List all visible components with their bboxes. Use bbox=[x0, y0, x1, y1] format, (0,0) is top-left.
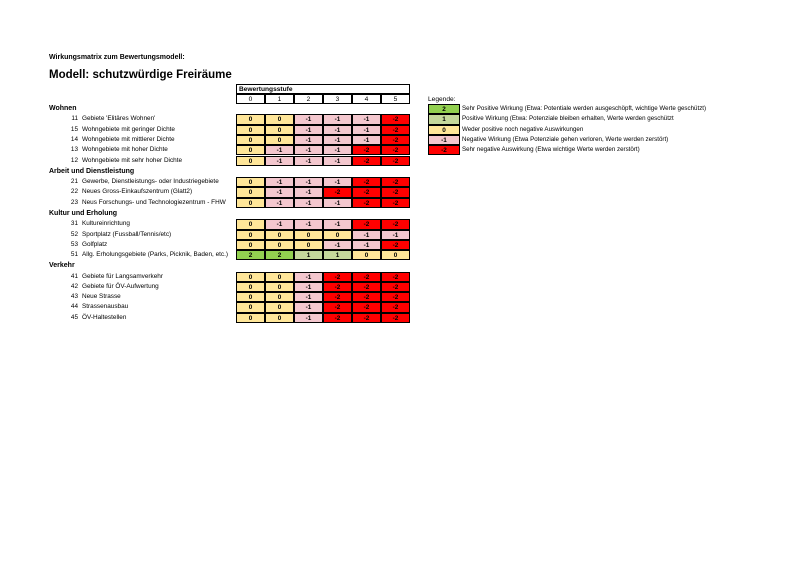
matrix-subtitle: Wirkungsmatrix zum Bewertungsmodell: bbox=[49, 54, 185, 61]
matrix-cell: -2 bbox=[323, 272, 352, 282]
matrix-cell: -1 bbox=[323, 135, 352, 145]
matrix-cell: -1 bbox=[265, 145, 294, 155]
row-code: 51 bbox=[70, 251, 78, 259]
matrix-cell: -1 bbox=[265, 177, 294, 187]
level-header-3: 3 bbox=[323, 94, 352, 104]
matrix-cell: -1 bbox=[294, 219, 323, 229]
legend-swatch: -2 bbox=[428, 145, 460, 155]
matrix-cell: 1 bbox=[323, 250, 352, 260]
matrix-cell: -2 bbox=[381, 135, 410, 145]
row-code: 11 bbox=[71, 115, 78, 123]
matrix-cell: 0 bbox=[236, 125, 265, 135]
row-code: 52 bbox=[70, 230, 78, 238]
matrix-cell: -2 bbox=[352, 313, 381, 323]
group-label: Kultur und Erholung bbox=[49, 210, 118, 217]
table-row-label bbox=[66, 292, 121, 302]
table-row-label bbox=[66, 125, 175, 135]
matrix-cell: 0 bbox=[265, 230, 294, 240]
matrix-cell: 0 bbox=[294, 240, 323, 250]
matrix-cell: 0 bbox=[236, 313, 265, 323]
matrix-cell: -1 bbox=[294, 198, 323, 208]
matrix-cell: -1 bbox=[265, 187, 294, 197]
matrix-cell: 0 bbox=[236, 292, 265, 302]
table-row-label bbox=[66, 250, 228, 260]
legend-text: Sehr Positive Wirkung (Etwa: Potentiale werden ausgeschöpft, wichtige Werte geschützt) bbox=[462, 105, 707, 112]
matrix-cell: -1 bbox=[265, 219, 294, 229]
matrix-cell: -2 bbox=[381, 125, 410, 135]
row-code: 45 bbox=[70, 313, 78, 321]
matrix-cell: -1 bbox=[323, 177, 352, 187]
legend-title: Legende: bbox=[428, 96, 456, 103]
matrix-cell: -1 bbox=[294, 135, 323, 145]
table-row-label bbox=[66, 302, 128, 312]
row-text: Neue Strasse bbox=[82, 293, 121, 301]
matrix-cell: 0 bbox=[236, 114, 265, 124]
matrix-cell: 0 bbox=[236, 240, 265, 250]
matrix-cell: -1 bbox=[265, 198, 294, 208]
matrix-cell: 0 bbox=[236, 198, 265, 208]
matrix-cell: 0 bbox=[381, 250, 410, 260]
matrix-cell: -2 bbox=[381, 292, 410, 302]
matrix-cell: -2 bbox=[381, 145, 410, 155]
legend-swatch: 2 bbox=[428, 104, 460, 114]
matrix-cell: -1 bbox=[352, 230, 381, 240]
row-code: 22 bbox=[70, 188, 78, 196]
legend-swatch: -1 bbox=[428, 135, 460, 145]
level-header-5: 5 bbox=[381, 94, 410, 104]
table-row-label bbox=[66, 187, 192, 197]
matrix-cell: -1 bbox=[323, 145, 352, 155]
matrix-cell: -2 bbox=[352, 187, 381, 197]
matrix-cell: -2 bbox=[352, 292, 381, 302]
row-text: Kultureinrichtung bbox=[82, 220, 130, 228]
row-text: Wohngebiete mit sehr hoher Dichte bbox=[82, 156, 183, 164]
row-text: Wohngebiete mit mittlerer Dichte bbox=[82, 135, 175, 143]
matrix-cell: -1 bbox=[294, 125, 323, 135]
matrix-cell: -1 bbox=[294, 156, 323, 166]
matrix-cell: -1 bbox=[294, 187, 323, 197]
table-row-label bbox=[66, 230, 171, 240]
matrix-cell: -1 bbox=[265, 156, 294, 166]
matrix-cell: 0 bbox=[294, 230, 323, 240]
matrix-cell: -2 bbox=[381, 282, 410, 292]
row-text: Gebiete für ÖV-Aufwertung bbox=[82, 282, 159, 290]
matrix-cell: -2 bbox=[381, 187, 410, 197]
row-code: 23 bbox=[70, 198, 78, 206]
row-text: Sportplatz (Fussball/Tennis/etc) bbox=[82, 230, 172, 238]
group-label: Wohnen bbox=[49, 105, 77, 112]
matrix-cell: -2 bbox=[352, 177, 381, 187]
table-row-label bbox=[66, 282, 159, 292]
table-row-label bbox=[66, 177, 219, 187]
matrix-cell: 0 bbox=[323, 230, 352, 240]
matrix-cell: 2 bbox=[236, 250, 265, 260]
matrix-cell: -1 bbox=[381, 230, 410, 240]
matrix-cell: 0 bbox=[265, 114, 294, 124]
table-row-label bbox=[66, 156, 182, 166]
matrix-cell: -2 bbox=[352, 272, 381, 282]
row-code: 42 bbox=[70, 282, 78, 290]
row-code: 44 bbox=[70, 303, 78, 311]
legend-swatch: 1 bbox=[428, 114, 460, 124]
matrix-cell: -1 bbox=[294, 292, 323, 302]
table-row-label bbox=[66, 198, 226, 208]
matrix-cell: 0 bbox=[236, 177, 265, 187]
matrix-cell: 0 bbox=[236, 219, 265, 229]
row-text: Allg. Erholungsgebiete (Parks, Picknik, Baden, etc.) bbox=[82, 251, 228, 259]
matrix-cell: -2 bbox=[323, 187, 352, 197]
page-title: Modell: schutzwürdige Freiräume bbox=[49, 69, 232, 81]
row-code: 41 bbox=[70, 272, 78, 280]
table-row-label bbox=[66, 219, 130, 229]
legend-text: Negative Wirkung (Etwa Potenziale gehen verloren, Werte werden zerstört) bbox=[462, 135, 669, 143]
matrix-cell: -1 bbox=[352, 125, 381, 135]
level-header-4: 4 bbox=[352, 94, 381, 104]
matrix-cell: -1 bbox=[294, 145, 323, 155]
table-row-label bbox=[66, 114, 155, 124]
table-row-label bbox=[66, 240, 107, 250]
row-text: Wohngebiete mit hoher Dichte bbox=[82, 146, 168, 154]
level-header-2: 2 bbox=[294, 94, 323, 104]
row-code: 15 bbox=[70, 125, 78, 133]
matrix-cell: -1 bbox=[294, 313, 323, 323]
matrix-cell: 0 bbox=[265, 282, 294, 292]
matrix-cell: 0 bbox=[236, 230, 265, 240]
matrix-cell: 0 bbox=[352, 250, 381, 260]
matrix-cell: 0 bbox=[265, 135, 294, 145]
table-row-label bbox=[66, 135, 175, 145]
row-code: 12 bbox=[70, 156, 78, 164]
level-header-1: 1 bbox=[265, 94, 294, 104]
row-text: Gebiete für Langsamverkehr bbox=[82, 272, 163, 280]
matrix-cell: 0 bbox=[236, 135, 265, 145]
matrix-cell: -1 bbox=[352, 114, 381, 124]
legend-text: Weder positive noch negative Auswirkungen bbox=[462, 125, 584, 133]
level-header-title: Bewertungsstufe bbox=[236, 84, 410, 94]
matrix-cell: -2 bbox=[381, 302, 410, 312]
row-code: 43 bbox=[70, 293, 78, 301]
level-header-0: 0 bbox=[236, 94, 265, 104]
matrix-cell: -2 bbox=[352, 282, 381, 292]
matrix-cell: -2 bbox=[381, 313, 410, 323]
row-text: Golfplatz bbox=[82, 240, 108, 248]
matrix-cell: 0 bbox=[236, 187, 265, 197]
group-label: Verkehr bbox=[49, 262, 75, 270]
matrix-cell: 0 bbox=[265, 302, 294, 312]
matrix-cell: -2 bbox=[381, 240, 410, 250]
legend-text: Positive Wirkung (Etwa: Potenziale bleiben erhalten, Werte werden geschützt bbox=[462, 115, 674, 123]
table-row-label bbox=[66, 145, 168, 155]
row-code: 53 bbox=[70, 240, 78, 248]
matrix-cell: -1 bbox=[323, 240, 352, 250]
row-text: Neues Gross-Einkaufszentrum (Glatt2) bbox=[82, 188, 193, 196]
row-text: Wohngebiete mit geringer Dichte bbox=[82, 125, 175, 133]
matrix-cell: -1 bbox=[352, 135, 381, 145]
row-code: 31 bbox=[70, 220, 78, 228]
matrix-cell: 0 bbox=[265, 272, 294, 282]
matrix-cell: -1 bbox=[294, 272, 323, 282]
matrix-cell: 0 bbox=[236, 145, 265, 155]
matrix-cell: -2 bbox=[381, 219, 410, 229]
matrix-cell: 0 bbox=[236, 282, 265, 292]
row-text: Gebiete 'Elitäres Wohnen' bbox=[82, 115, 156, 123]
matrix-cell: 2 bbox=[265, 250, 294, 260]
matrix-cell: 0 bbox=[265, 125, 294, 135]
row-text: Gewerbe, Dienstleistungs- oder Industriegebiete bbox=[82, 178, 219, 186]
row-text: Neus Forschungs- und Technologiezentrum - FHW bbox=[82, 198, 226, 206]
matrix-cell: -1 bbox=[323, 156, 352, 166]
matrix-cell: -2 bbox=[381, 156, 410, 166]
matrix-cell: 0 bbox=[236, 272, 265, 282]
matrix-cell: -1 bbox=[294, 177, 323, 187]
table-row-label bbox=[66, 272, 163, 282]
matrix-cell: -2 bbox=[323, 313, 352, 323]
matrix-cell: 1 bbox=[294, 250, 323, 260]
matrix-cell: -2 bbox=[352, 156, 381, 166]
matrix-cell: -1 bbox=[294, 114, 323, 124]
matrix-cell: -1 bbox=[294, 282, 323, 292]
row-code: 13 bbox=[70, 146, 78, 154]
matrix-cell: -1 bbox=[323, 219, 352, 229]
matrix-cell: -2 bbox=[352, 198, 381, 208]
row-code: 14 bbox=[70, 135, 78, 143]
matrix-cell: -2 bbox=[381, 198, 410, 208]
matrix-cell: -1 bbox=[352, 240, 381, 250]
matrix-cell: -2 bbox=[352, 219, 381, 229]
row-text: Strassenausbau bbox=[82, 303, 129, 311]
matrix-cell: 0 bbox=[236, 302, 265, 312]
row-code: 21 bbox=[70, 178, 78, 186]
table-row-label bbox=[66, 313, 126, 323]
group-label: Arbeit und Dienstleistung bbox=[49, 167, 135, 175]
matrix-cell: -2 bbox=[381, 114, 410, 124]
matrix-cell: -1 bbox=[323, 198, 352, 208]
matrix-cell: -1 bbox=[294, 302, 323, 312]
matrix-cell: 0 bbox=[236, 156, 265, 166]
matrix-cell: 0 bbox=[265, 313, 294, 323]
matrix-cell: -2 bbox=[352, 302, 381, 312]
row-text: ÖV-Haltestellen bbox=[82, 313, 127, 321]
matrix-cell: 0 bbox=[265, 240, 294, 250]
matrix-cell: -2 bbox=[352, 145, 381, 155]
matrix-cell: 0 bbox=[265, 292, 294, 302]
matrix-cell: -1 bbox=[323, 125, 352, 135]
legend-text: Sehr negative Auswirkung (Etwa wichtige Werte werden zerstört) bbox=[462, 146, 640, 154]
matrix-cell: -2 bbox=[323, 302, 352, 312]
matrix-cell: -1 bbox=[323, 114, 352, 124]
matrix-cell: -2 bbox=[381, 272, 410, 282]
legend-swatch: 0 bbox=[428, 125, 460, 135]
matrix-cell: -2 bbox=[323, 282, 352, 292]
matrix-cell: -2 bbox=[381, 177, 410, 187]
matrix-cell: -2 bbox=[323, 292, 352, 302]
